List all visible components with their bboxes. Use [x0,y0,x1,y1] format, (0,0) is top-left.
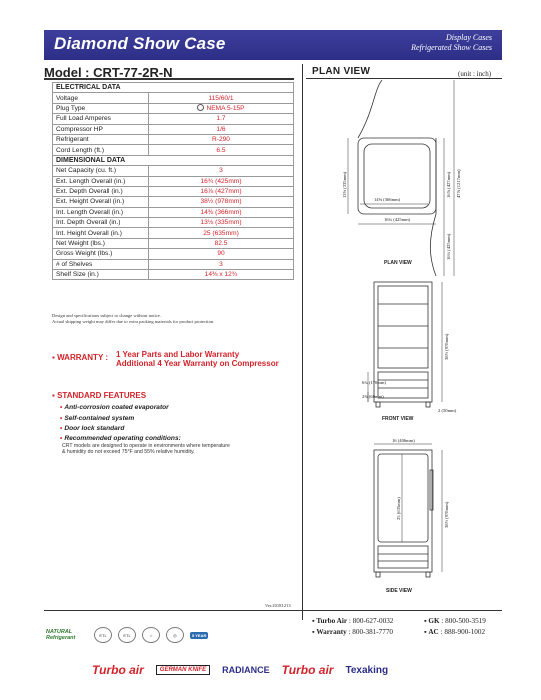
standard-features [52,391,302,456]
category-line-2: Refrigerated Show Cases [411,43,492,52]
header-banner [44,30,502,60]
contact-warranty-label: Warranty [316,628,347,636]
spec-label: Cord Length (ft.) [53,145,149,155]
side-base-grille [378,546,428,568]
spec-label: Net Weight (lbs.) [53,238,149,248]
conditions-text [62,443,302,456]
spec-value-text: 115/60/1 [208,94,234,102]
spec-value-text: 16⅞ (427mm) [200,188,242,196]
contact-gk-label: GK [428,617,440,625]
dim-front-2: 2⅜ (60mm) [362,394,384,399]
spec-value [149,134,294,144]
dim-side-inner: 25 (635mm) [396,497,401,520]
spec-value [149,176,294,186]
spec-row [53,124,294,134]
spec-value [149,93,294,103]
spec-row [53,103,294,113]
spec-value-text: NEMA 5-15P [206,105,245,113]
spec-value-text: 6.5 [216,146,226,154]
contact-ac-label: AC [428,628,439,636]
front-foot [426,402,430,407]
model-row [44,64,294,80]
spec-value [149,166,294,176]
spec-value [149,114,294,124]
spec-value [149,238,294,248]
version-label: Ver.20181213 [265,603,291,608]
brand-logo-radiance: RADIANCE [222,665,270,675]
footer-divider [44,610,502,611]
dim-side-width: 16 (406mm) [392,438,415,443]
spec-value-text: 1.7 [216,115,226,123]
spec-value-text: 14⅜ x 12¾ [204,271,238,279]
spec-value-text: 3 [219,260,223,268]
spec-row [53,207,294,217]
warranty-badge: 5 YEAR [192,632,207,638]
warranty-line-1: 1 Year Parts and Labor Warranty [116,350,240,359]
spec-value-text: 90 [217,250,225,258]
dim-plan-ext-width: 16¾ (425mm) [384,217,411,222]
category-line-1: Display Cases [446,33,492,42]
spec-label: Shelf Size (in.) [53,270,149,280]
note-line-2: Actual shipping weight may differ due to extra packing materials for product protection. [52,319,215,324]
spec-label: Int. Length Overall (in.) [53,207,149,217]
brand-logo-german-knife: GERMAN KNIFE [156,665,210,675]
spec-value-text: 3 [219,167,223,175]
contact-row: ▪ Warranty : 800-381-7770 ▪ AC : 888-900-1002 [312,628,486,636]
spec-label: Compressor HP [53,124,149,134]
energy-star-icon: ☆ [142,627,160,643]
spec-section-header [53,83,294,93]
spec-section-header [53,155,294,165]
spec-value-text: 25 (635mm) [203,229,239,237]
plug-icon [197,104,204,111]
feature-item: • Self-contained system [60,414,135,422]
spec-row [53,259,294,269]
features-list [60,403,302,443]
spec-value [149,124,294,134]
spec-row [53,218,294,228]
doe-icon: ◎ [166,627,184,643]
contact-turbo-phone[interactable]: 800-627-0032 [352,617,394,625]
contact-warranty-phone[interactable]: 800-381-7770 [352,628,394,636]
spec-row [53,176,294,186]
side-door-handle [430,470,433,510]
brand-logo-texaking: Texaking [345,664,389,676]
brand-logo-turbo-air-2: Turbo air [281,663,334,677]
spec-value-text: 14⅜ (366mm) [200,208,242,216]
spec-table [52,82,294,280]
front-foot [376,402,380,407]
dim-plan-int-width: 14⅜ (366mm) [374,197,401,202]
spec-label: Voltage [53,93,149,103]
dim-plan-int-depth: 13⅛ (335mm) [342,171,347,198]
feature-item: • Anti-corrosion coated evaporator [60,404,169,411]
column-divider [302,64,303,620]
spec-label: Int. Depth Overall (in.) [53,218,149,228]
spec-row [53,186,294,196]
conditions-line-1: CRT models are designed to operate in environments where temperature [62,442,230,449]
plan-view-divider [306,78,502,79]
natural-line-2: Refrigerant [46,635,76,641]
certification-row [46,624,208,646]
front-cabinet-inner [378,286,428,368]
spec-row [53,249,294,259]
spec-label: Net Capacity (cu. ft.) [53,166,149,176]
plan-door-swing-curve [358,80,382,138]
spec-value-text: 38½ (978mm) [200,198,242,206]
side-view-label: SIDE VIEW [386,588,412,594]
spec-row [53,93,294,103]
spec-value [149,186,294,196]
spec-label: # of Shelves [53,259,149,269]
contact-gk-phone[interactable]: 800-500-3519 [445,617,486,625]
spec-label: Refrigerant [53,134,149,144]
note-line-1: Design and specifications subject to change without notice. [52,313,161,318]
spec-row [53,145,294,155]
spec-value-text: 82.5 [214,240,228,248]
dim-front-6: 6¾ (170mm) [362,380,386,385]
spec-value-text: 13⅛ (335mm) [200,219,242,227]
natural-refrigerant-logo [46,629,88,641]
page-title: Diamond Show Case [54,34,226,53]
spec-value [149,259,294,269]
spec-value-text: 1/6 [216,125,226,133]
side-foot [426,572,430,577]
spec-section-title: ELECTRICAL DATA [53,83,294,93]
spec-label: Plug Type [53,103,149,113]
spec-section-title: DIMENSIONAL DATA [53,155,294,165]
spec-value [149,228,294,238]
plan-door-swing-curve [430,214,436,276]
feature-item: • Recommended operating conditions: [60,434,181,442]
spec-value-text: R-290 [212,136,230,144]
natural-line-1: NATURAL [46,629,73,635]
feature-item: • Door lock standard [60,425,125,432]
spec-value [149,270,294,280]
unit-note: (unit : inch) [458,70,492,78]
etl-sanitation-icon: ETL [94,627,112,643]
spec-row [53,270,294,280]
plan-view-heading: PLAN VIEW [312,66,371,77]
spec-row [53,134,294,144]
model-number: Model : CRT-77-2R-N [44,65,173,80]
dim-plan-ext-depth: 16⅞ (427mm) [446,171,451,198]
spec-value [149,249,294,259]
spec-label: Gross Weight (lbs.) [53,249,149,259]
spec-label: Full Load Amperes [53,114,149,124]
side-foot [376,572,380,577]
spec-value [149,218,294,228]
spec-label: Ext. Height Overall (in.) [53,197,149,207]
spec-value [149,145,294,155]
brand-logo-turbo-air: Turbo air [92,663,144,677]
side-cabinet-inner [378,454,428,542]
spec-value [149,197,294,207]
warranty-text [116,350,316,368]
brand-row [92,660,492,680]
warranty-line-2: Additional 4 Year Warranty on Compressor [116,359,279,368]
spec-row [53,228,294,238]
conditions-line-2: & humidity do not exceed 75°F and 55% relative humidity. [62,449,195,455]
spec-row [53,238,294,248]
warranty-label: ▪ WARRANTY : [52,353,109,362]
etl-listed-icon: ETL [118,627,136,643]
spec-label: Ext. Length Overall (in.) [53,176,149,186]
spec-value [149,103,294,113]
contact-row: ▪ Turbo Air : 800-627-0032 ▪ GK : 800-500-3519 [312,617,486,625]
dim-plan-door-depth: 47⅞ (1217mm) [456,169,461,198]
spec-row [53,166,294,176]
front-base-grille [378,372,428,398]
dim-front-feet: 2 (50mm) [438,408,457,413]
contact-block [312,616,512,638]
spec-label: Ext. Depth Overall (in.) [53,186,149,196]
spec-row [53,114,294,124]
contact-ac-phone[interactable]: 888-900-1002 [444,628,486,636]
technical-drawings [304,80,504,610]
dim-front-height: 38½ (978mm) [444,333,449,360]
dim-plan-door: 16¾ (425mm) [446,233,451,260]
standard-features-title: ▪ STANDARD FEATURES [52,391,147,400]
spec-notes [52,313,214,325]
plan-view-label: PLAN VIEW [384,260,412,266]
category-subtitle [411,33,492,53]
front-view-label: FRONT VIEW [382,416,414,422]
dim-side-height: 38½ (978mm) [444,501,449,528]
spec-row [53,197,294,207]
spec-label: Int. Height Overall (in.) [53,228,149,238]
spec-value-text: 16¾ (425mm) [200,177,242,185]
plan-cabinet-outline [358,138,436,214]
contact-turbo-label: Turbo Air [316,617,348,625]
spec-value [149,207,294,217]
